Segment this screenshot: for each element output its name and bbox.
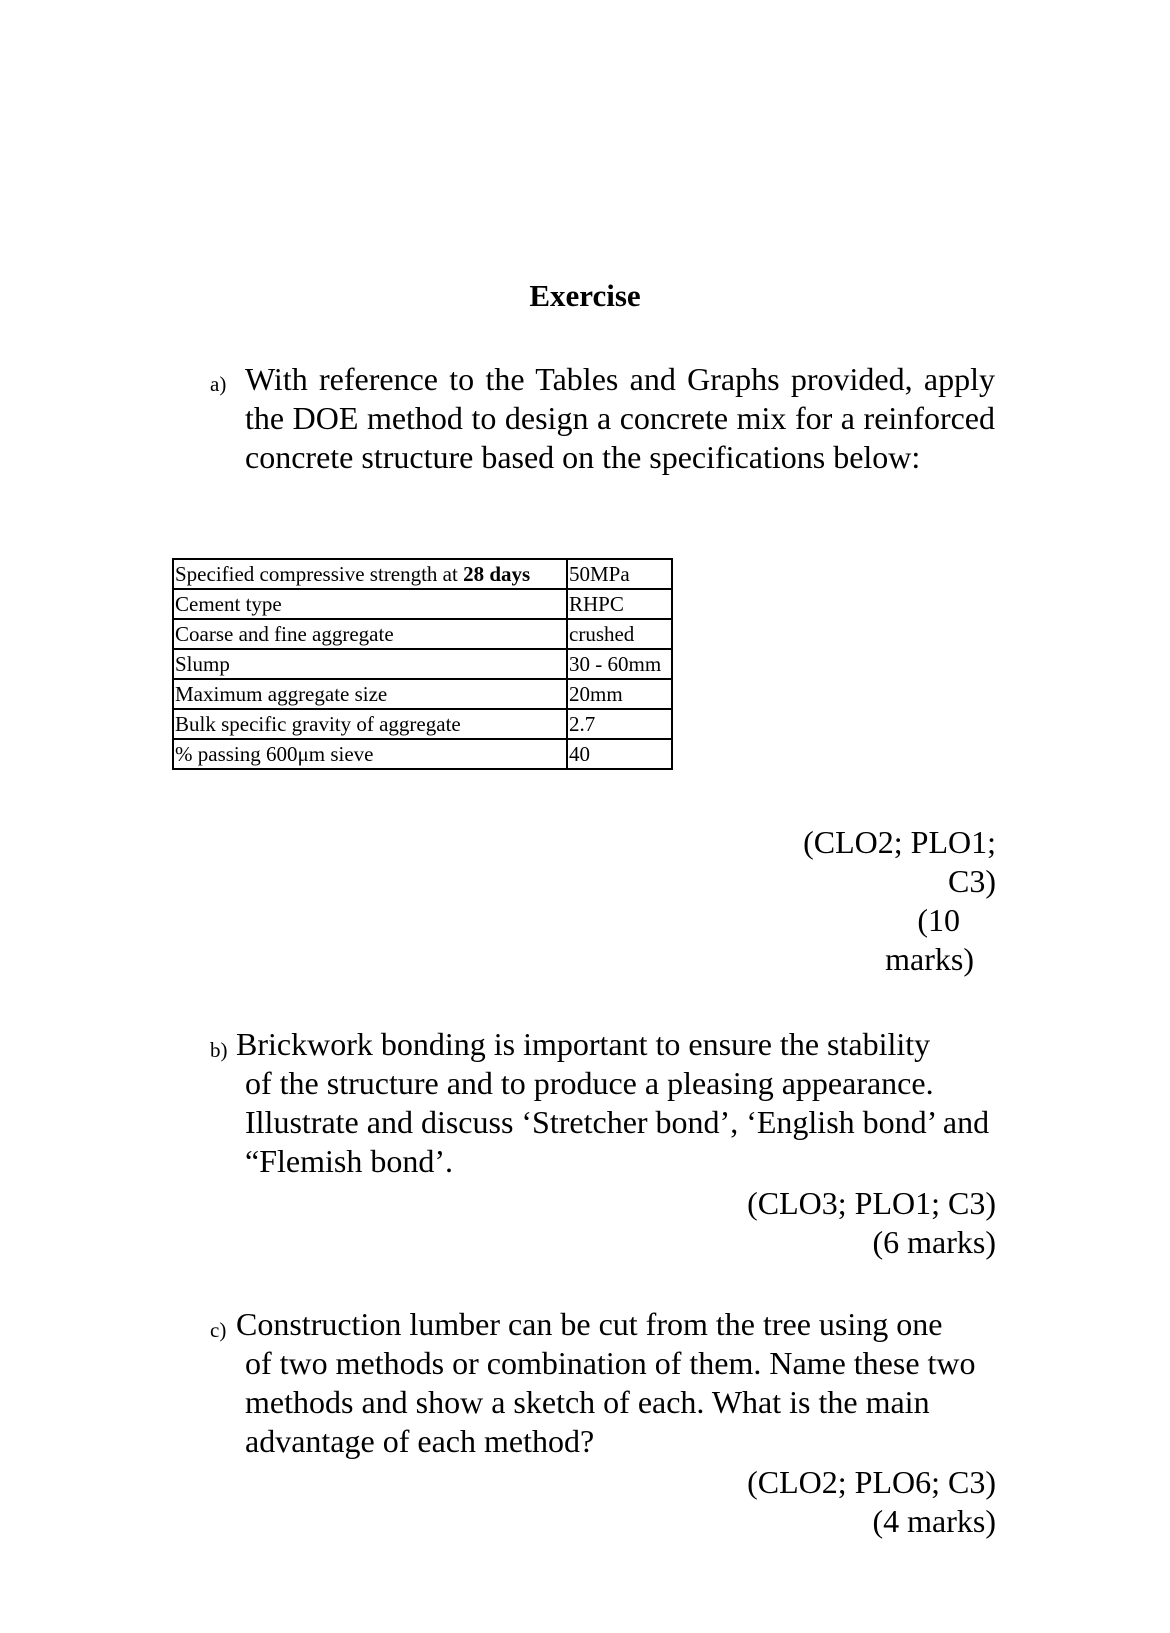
spec-value: RHPC bbox=[567, 589, 672, 619]
spec-label-prefix: Specified compressive strength at bbox=[175, 562, 464, 586]
spec-value: 20mm bbox=[567, 679, 672, 709]
spec-label bbox=[173, 559, 567, 589]
question-b-text bbox=[236, 1025, 1006, 1181]
question-a-marks-line4: marks) bbox=[885, 941, 974, 977]
spec-value: crushed bbox=[567, 619, 672, 649]
question-b-first-line: Brickwork bonding is important to ensure the stability bbox=[236, 1026, 931, 1062]
table-row bbox=[173, 649, 672, 679]
table-row bbox=[173, 739, 672, 769]
spec-value: 50MPa bbox=[567, 559, 672, 589]
spec-label: Coarse and fine aggregate bbox=[173, 619, 567, 649]
spec-value: 40 bbox=[567, 739, 672, 769]
question-c-first-line: Construction lumber can be cut from the tree using one bbox=[236, 1306, 943, 1342]
spec-label-bold: 28 days bbox=[463, 562, 531, 586]
table-row bbox=[173, 559, 672, 589]
table-row bbox=[173, 619, 672, 649]
spec-label: Bulk specific gravity of aggregate bbox=[173, 709, 567, 739]
spec-value: 30 - 60mm bbox=[567, 649, 672, 679]
question-a-marker: a) bbox=[210, 372, 227, 396]
question-b-rest: of the structure and to produce a pleasing appearance. Illustrate and discuss ‘Stretcher bond’, ‘English bond’ and “Flemish bond’. bbox=[245, 1065, 990, 1179]
page-title: Exercise bbox=[529, 278, 641, 313]
question-c-text bbox=[236, 1305, 1006, 1461]
question-a-marks-line2: C3) bbox=[948, 863, 996, 899]
spec-label: % passing 600μm sieve bbox=[173, 739, 567, 769]
table-row bbox=[173, 709, 672, 739]
spec-value: 2.7 bbox=[567, 709, 672, 739]
table-row bbox=[173, 679, 672, 709]
question-c-marks-line1: (CLO2; PLO6; C3) bbox=[747, 1464, 996, 1500]
question-b-marks-line2: (6 marks) bbox=[872, 1224, 996, 1260]
question-c-marks-line2: (4 marks) bbox=[872, 1503, 996, 1539]
spec-label: Cement type bbox=[173, 589, 567, 619]
question-c-rest: of two methods or combination of them. Name these two methods and show a sketch of each. What is the main advantage of each method? bbox=[245, 1345, 976, 1459]
question-a-marks-line3: (10 bbox=[917, 902, 960, 938]
table-row bbox=[173, 589, 672, 619]
specification-table bbox=[172, 558, 673, 770]
spec-label: Slump bbox=[173, 649, 567, 679]
question-c-marker: c) bbox=[210, 1318, 227, 1342]
spec-label: Maximum aggregate size bbox=[173, 679, 567, 709]
question-b-marks-line1: (CLO3; PLO1; C3) bbox=[747, 1185, 996, 1221]
question-a-text: With reference to the Tables and Graphs provided, apply the DOE method to design a concrete mix for a reinforced concrete structure based on the specifications below: bbox=[245, 361, 995, 475]
question-b-marker: b) bbox=[210, 1038, 228, 1062]
question-a-marks-line1: (CLO2; PLO1; bbox=[803, 824, 996, 860]
